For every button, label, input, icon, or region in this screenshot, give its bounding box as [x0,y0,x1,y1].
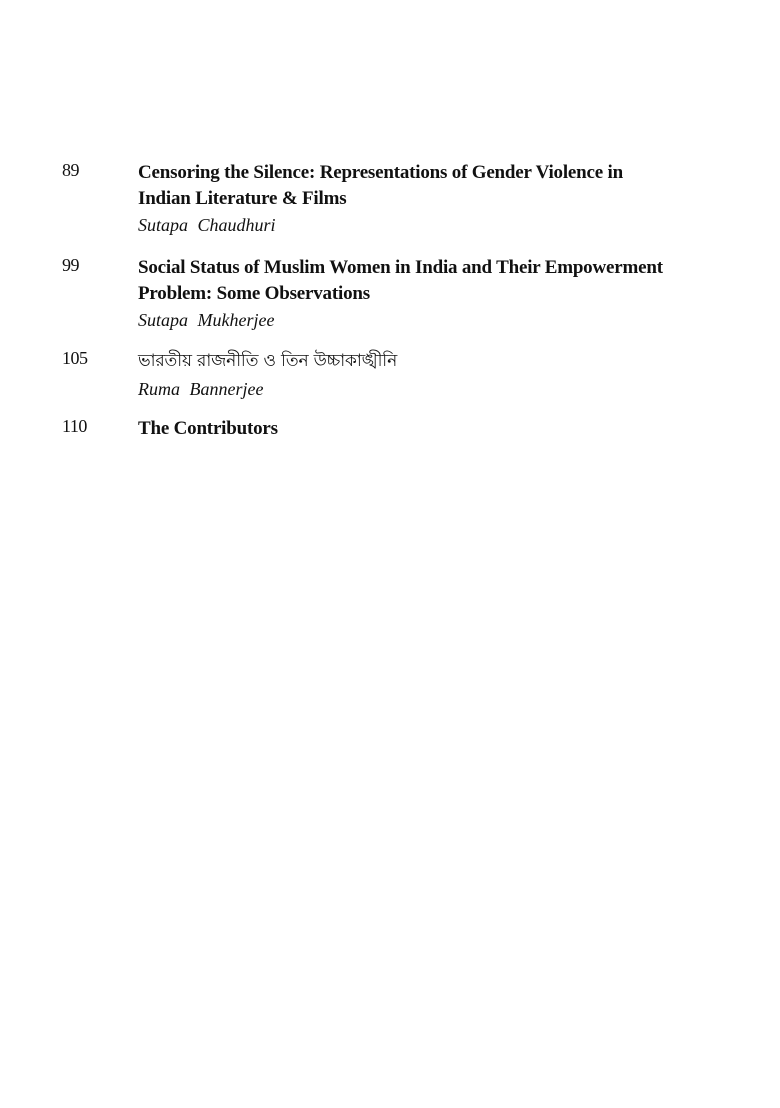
entry-title-line: Indian Literature & Films [138,188,347,209]
entry-title-line: ভারতীয় রাজনীতি ও তিন উচ্চাকাঙ্খীনি [138,351,398,371]
entry-author: Ruma Bannerjee [138,379,264,399]
entry-title-line: Censoring the Silence: Representations of Gender Violence in [138,162,623,183]
page-number: 105 [62,348,88,368]
entry-author: Sutapa Mukherjee [138,310,275,330]
page-number: 89 [62,160,79,180]
entry-author: Sutapa Chaudhuri [138,215,276,235]
page-number: 110 [62,416,87,436]
entry-title-line: The Contributors [138,418,278,439]
page-number: 99 [62,255,79,275]
entry-title-line: Problem: Some Observations [138,283,370,304]
entry-title-line: Social Status of Muslim Women in India and Their Empowerment [138,257,663,278]
